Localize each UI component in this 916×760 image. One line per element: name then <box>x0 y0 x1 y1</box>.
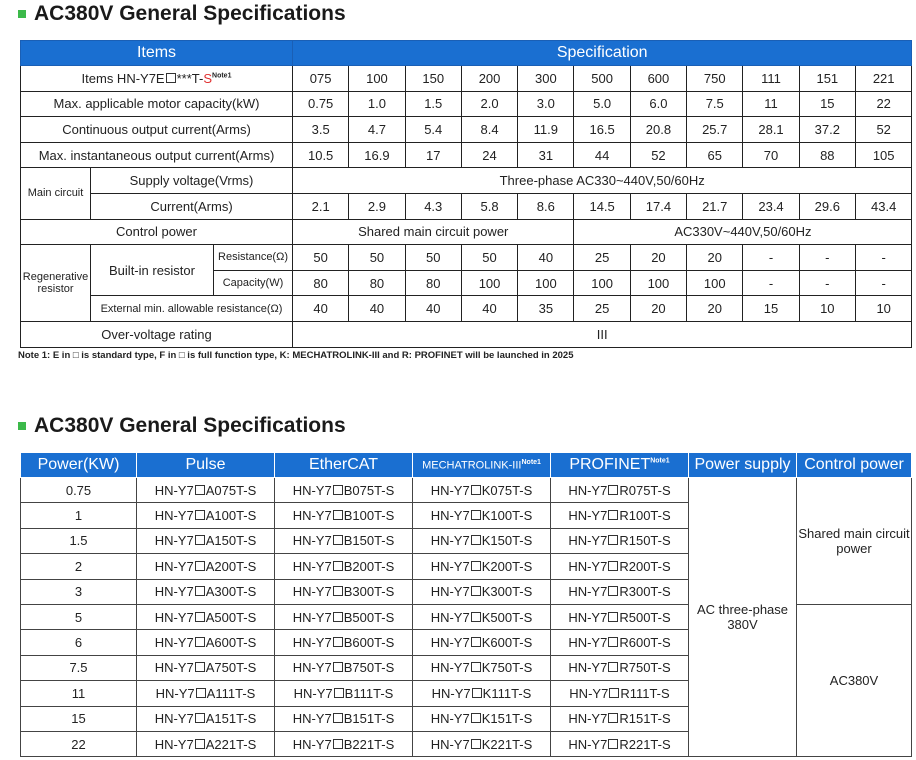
model-cell: HN-Y7 A151T-S <box>137 706 275 731</box>
checkbox-square-icon <box>608 561 618 571</box>
resistance-row <box>21 245 912 271</box>
model-cell: HN-Y7 B221T-S <box>275 731 413 756</box>
section2-title: AC380V General Specifications <box>18 414 346 438</box>
power-cell: 7.5 <box>21 655 137 680</box>
model-cell: HN-Y7 A075T-S <box>137 478 275 503</box>
checkbox-square-icon <box>608 713 618 723</box>
header-mechatrolink: MECHATROLINK-$III^{Note1}$ <box>413 453 551 478</box>
value-cell: 100 <box>461 270 517 296</box>
checkbox-square-icon <box>471 637 481 647</box>
power-cell: 5 <box>21 604 137 629</box>
checkbox-square-icon <box>333 561 343 571</box>
value-cell: - <box>743 245 799 271</box>
value-cell: 1.0 <box>349 91 405 117</box>
value-cell: 151 <box>799 66 855 92</box>
model-cell: HN-Y7 A500T-S <box>137 604 275 629</box>
spec-header-row <box>21 41 912 66</box>
power-supply-cell: AC three-phase 380V <box>689 478 797 757</box>
value-cell: 10.5 <box>293 142 349 168</box>
value-cell: 100 <box>687 270 743 296</box>
value-cell: 4.7 <box>349 117 405 143</box>
power-cell: 1.5 <box>21 528 137 553</box>
model-cell: HN-Y7 R150T-S <box>551 528 689 553</box>
value-cell: 40 <box>518 245 574 271</box>
power-cell: 15 <box>21 706 137 731</box>
value-cell: 5.0 <box>574 91 630 117</box>
model-cell: HN-Y7 A150T-S <box>137 528 275 553</box>
model-cell: HN-Y7 K150T-S <box>413 528 551 553</box>
value-cell: 15 <box>799 91 855 117</box>
power-cell: 2 <box>21 554 137 579</box>
value-cell: 600 <box>630 66 686 92</box>
power-cell: 0.75 <box>21 478 137 503</box>
checkbox-square-icon <box>195 535 205 545</box>
value-cell: 40 <box>293 296 349 322</box>
header-pulse: Pulse <box>137 453 275 478</box>
model-label: Items HN-Y7E $***T-S^{Note1}$ <box>21 66 293 92</box>
model-cell: HN-Y7 K221T-S <box>413 731 551 756</box>
model-cell: HN-Y7 R221T-S <box>551 731 689 756</box>
value-cell: 50 <box>405 245 461 271</box>
model-cell: HN-Y7 R075T-S <box>551 478 689 503</box>
checkbox-square-icon <box>196 688 206 698</box>
header-specification: Specification <box>293 41 912 66</box>
value-cell: 075 <box>293 66 349 92</box>
value-cell: 17.4 <box>630 193 686 219</box>
checkbox-square-icon <box>333 612 343 622</box>
power-cell: 1 <box>21 503 137 528</box>
capacity-label: Capacity(W) <box>214 270 293 296</box>
value-cell: 20 <box>630 245 686 271</box>
value-cell: 43.4 <box>855 193 911 219</box>
value-cell: 100 <box>518 270 574 296</box>
value-cell: 4.3 <box>405 193 461 219</box>
motor-capacity-label: Max. applicable motor capacity(kW) <box>21 91 293 117</box>
header-power: Power(KW) <box>21 453 137 478</box>
checkbox-square-icon <box>608 510 618 520</box>
checkbox-square-icon <box>195 510 205 520</box>
checkbox-square-icon <box>471 612 481 622</box>
model-cell: HN-Y7 A111T-S <box>137 681 275 706</box>
model-header-row <box>21 453 912 478</box>
model-cell: HN-Y7 A750T-S <box>137 655 275 680</box>
value-cell: - <box>799 245 855 271</box>
motor-capacity-row <box>21 91 912 117</box>
checkbox-square-icon <box>195 586 205 596</box>
value-cell: 16.5 <box>574 117 630 143</box>
value-cell: 50 <box>349 245 405 271</box>
value-cell: - <box>799 270 855 296</box>
checkbox-square-icon <box>471 510 481 520</box>
value-cell: 221 <box>855 66 911 92</box>
value-cell: 2.9 <box>349 193 405 219</box>
checkbox-square-icon <box>472 688 482 698</box>
value-cell: 6.0 <box>630 91 686 117</box>
model-cell: HN-Y7 K111T-S <box>413 681 551 706</box>
spec-table <box>20 40 912 348</box>
checkbox-square-icon <box>195 662 205 672</box>
value-cell: 100 <box>349 66 405 92</box>
model-cell: HN-Y7 B200T-S <box>275 554 413 579</box>
value-cell: 21.7 <box>687 193 743 219</box>
builtin-resistor-label: Built-in resistor <box>91 245 214 296</box>
value-cell: 11.9 <box>518 117 574 143</box>
value-cell: 50 <box>461 245 517 271</box>
value-cell: 8.4 <box>461 117 517 143</box>
checkbox-square-icon <box>608 586 618 596</box>
value-cell: 28.1 <box>743 117 799 143</box>
model-cell: HN-Y7 R200T-S <box>551 554 689 579</box>
value-cell: 20 <box>630 296 686 322</box>
value-cell: 40 <box>405 296 461 322</box>
checkbox-square-icon <box>333 739 343 749</box>
checkbox-square-icon <box>608 612 618 622</box>
value-cell: - <box>855 270 911 296</box>
value-cell: 11 <box>743 91 799 117</box>
checkbox-square-icon <box>608 739 618 749</box>
value-cell: 750 <box>687 66 743 92</box>
value-cell: 10 <box>855 296 911 322</box>
value-cell: 300 <box>518 66 574 92</box>
value-cell: 14.5 <box>574 193 630 219</box>
model-cell: HN-Y7 A221T-S <box>137 731 275 756</box>
value-cell: 7.5 <box>687 91 743 117</box>
model-cell: HN-Y7 B100T-S <box>275 503 413 528</box>
value-cell: 2.1 <box>293 193 349 219</box>
value-cell: 65 <box>687 142 743 168</box>
value-cell: 20 <box>687 245 743 271</box>
continuous-current-label: Continuous output current(Arms) <box>21 117 293 143</box>
value-cell: 100 <box>574 270 630 296</box>
checkbox-square-icon <box>609 688 619 698</box>
checkbox-square-icon <box>608 535 618 545</box>
value-cell: 111 <box>743 66 799 92</box>
model-cell: HN-Y7 R100T-S <box>551 503 689 528</box>
value-cell: 52 <box>855 117 911 143</box>
value-cell: 5.8 <box>461 193 517 219</box>
value-cell: 22 <box>855 91 911 117</box>
model-cell: HN-Y7 R500T-S <box>551 604 689 629</box>
value-cell: 105 <box>855 142 911 168</box>
checkbox-square-icon <box>608 637 618 647</box>
value-cell: 5.4 <box>405 117 461 143</box>
checkbox-square-icon <box>334 688 344 698</box>
value-cell: 24 <box>461 142 517 168</box>
max-current-row <box>21 142 912 168</box>
model-cell: HN-Y7 A200T-S <box>137 554 275 579</box>
power-cell: 11 <box>21 681 137 706</box>
value-cell: - <box>743 270 799 296</box>
value-cell: 150 <box>405 66 461 92</box>
value-cell: 8.6 <box>518 193 574 219</box>
value-cell: 52 <box>630 142 686 168</box>
checkbox-square-icon <box>471 662 481 672</box>
supply-voltage-row <box>21 168 912 194</box>
overvoltage-row <box>21 321 912 347</box>
model-table <box>20 452 912 757</box>
value-cell: - <box>855 245 911 271</box>
model-cell: HN-Y7 B150T-S <box>275 528 413 553</box>
supply-voltage-label: Supply voltage(Vrms) <box>91 168 293 194</box>
model-cell: HN-Y7 B750T-S <box>275 655 413 680</box>
value-cell: 80 <box>349 270 405 296</box>
checkbox-square-icon <box>333 535 343 545</box>
value-cell: 20 <box>687 296 743 322</box>
value-cell: 500 <box>574 66 630 92</box>
model-cell: HN-Y7 K100T-S <box>413 503 551 528</box>
checkbox-square-icon <box>195 739 205 749</box>
model-cell: HN-Y7 B300T-S <box>275 579 413 604</box>
checkbox-square-icon <box>333 510 343 520</box>
value-cell: 40 <box>349 296 405 322</box>
checkbox-square-icon <box>471 713 481 723</box>
overvoltage-value: III <box>293 321 912 347</box>
checkbox-square-icon <box>195 713 205 723</box>
model-cell: HN-Y7 A300T-S <box>137 579 275 604</box>
header-ethercat: EtherCAT <box>275 453 413 478</box>
model-cell: HN-Y7 R111T-S <box>551 681 689 706</box>
model-cell: HN-Y7 K300T-S <box>413 579 551 604</box>
power-cell: 3 <box>21 579 137 604</box>
value-cell: 3.0 <box>518 91 574 117</box>
section1-title: AC380V General Specifications <box>18 2 346 26</box>
header-profinet: $PROFINET^{Note1}$ <box>551 453 689 478</box>
value-cell: 25 <box>574 245 630 271</box>
value-cell: 15 <box>743 296 799 322</box>
value-cell: 2.0 <box>461 91 517 117</box>
model-cell: HN-Y7 K200T-S <box>413 554 551 579</box>
value-cell: 0.75 <box>293 91 349 117</box>
model-cell: HN-Y7 B111T-S <box>275 681 413 706</box>
checkbox-square-icon <box>333 637 343 647</box>
overvoltage-label: Over-voltage rating <box>21 321 293 347</box>
model-cell: HN-Y7 B500T-S <box>275 604 413 629</box>
value-cell: 70 <box>743 142 799 168</box>
checkbox-square-icon <box>608 662 618 672</box>
header-power-supply: Power supply <box>689 453 797 478</box>
main-circuit-label: Main circuit <box>21 168 91 219</box>
value-cell: 25 <box>574 296 630 322</box>
control-power-shared: Shared main circuit power <box>293 219 574 245</box>
checkbox-square-icon <box>333 586 343 596</box>
value-cell: 50 <box>293 245 349 271</box>
model-cell: HN-Y7 K075T-S <box>413 478 551 503</box>
external-resistance-row <box>21 296 912 322</box>
checkbox-square-icon <box>333 485 343 495</box>
control-power-label: Control power <box>21 219 293 245</box>
control-power-ac-cell: AC380V <box>797 604 912 756</box>
control-power-row <box>21 219 912 245</box>
header-control-power: Control power <box>797 453 912 478</box>
main-current-label: Current(Arms) <box>91 193 293 219</box>
model-row <box>21 66 912 92</box>
value-cell: 80 <box>405 270 461 296</box>
model-cell: HN-Y7 K600T-S <box>413 630 551 655</box>
green-square-icon <box>18 422 26 430</box>
green-square-icon <box>18 10 26 18</box>
checkbox-square-icon <box>333 662 343 672</box>
checkbox-square-icon <box>195 561 205 571</box>
checkbox-square-icon <box>195 637 205 647</box>
model-cell: HN-Y7 B151T-S <box>275 706 413 731</box>
value-cell: 200 <box>461 66 517 92</box>
table-row <box>21 478 912 503</box>
main-current-row <box>21 193 912 219</box>
checkbox-square-icon <box>471 561 481 571</box>
model-cell: HN-Y7 R300T-S <box>551 579 689 604</box>
value-cell: 44 <box>574 142 630 168</box>
external-resistance-label: External min. allowable resistance(Ω) <box>91 296 293 322</box>
model-cell: HN-Y7 K151T-S <box>413 706 551 731</box>
value-cell: 20.8 <box>630 117 686 143</box>
model-cell: HN-Y7 R750T-S <box>551 655 689 680</box>
model-cell: HN-Y7 A600T-S <box>137 630 275 655</box>
checkbox-square-icon <box>166 73 176 83</box>
header-items: Items <box>21 41 293 66</box>
value-cell: 37.2 <box>799 117 855 143</box>
checkbox-square-icon <box>195 612 205 622</box>
value-cell: 40 <box>461 296 517 322</box>
value-cell: 17 <box>405 142 461 168</box>
model-cell: HN-Y7 K750T-S <box>413 655 551 680</box>
continuous-current-row <box>21 117 912 143</box>
supply-voltage-value: Three-phase AC330~440V,50/60Hz <box>293 168 912 194</box>
value-cell: 31 <box>518 142 574 168</box>
value-cell: 35 <box>518 296 574 322</box>
checkbox-square-icon <box>471 485 481 495</box>
value-cell: 3.5 <box>293 117 349 143</box>
value-cell: 29.6 <box>799 193 855 219</box>
control-power-ac: AC330V~440V,50/60Hz <box>574 219 912 245</box>
value-cell: 88 <box>799 142 855 168</box>
model-cell: HN-Y7 R151T-S <box>551 706 689 731</box>
value-cell: 25.7 <box>687 117 743 143</box>
model-cell: HN-Y7 B075T-S <box>275 478 413 503</box>
value-cell: 80 <box>293 270 349 296</box>
checkbox-square-icon <box>471 535 481 545</box>
model-cell: HN-Y7 K500T-S <box>413 604 551 629</box>
model-cell: HN-Y7 A100T-S <box>137 503 275 528</box>
value-cell: 100 <box>630 270 686 296</box>
power-cell: 6 <box>21 630 137 655</box>
checkbox-square-icon <box>471 586 481 596</box>
regen-resistor-label: Regenerative resistor <box>21 245 91 322</box>
value-cell: 16.9 <box>349 142 405 168</box>
control-power-shared-cell: Shared main circuit power <box>797 478 912 605</box>
resistance-label: Resistance(Ω) <box>214 245 293 271</box>
value-cell: 23.4 <box>743 193 799 219</box>
power-cell: 22 <box>21 731 137 756</box>
checkbox-square-icon <box>471 739 481 749</box>
model-cell: HN-Y7 B600T-S <box>275 630 413 655</box>
max-current-label: Max. instantaneous output current(Arms) <box>21 142 293 168</box>
footnote: Note 1: E in □ is standard type, F in □ is full function type, K: MECHATROLINK-III and R: PROFINET will be launched in 2025 <box>18 350 574 361</box>
value-cell: 10 <box>799 296 855 322</box>
checkbox-square-icon <box>608 485 618 495</box>
checkbox-square-icon <box>333 713 343 723</box>
checkbox-square-icon <box>195 485 205 495</box>
value-cell: 1.5 <box>405 91 461 117</box>
model-cell: HN-Y7 R600T-S <box>551 630 689 655</box>
